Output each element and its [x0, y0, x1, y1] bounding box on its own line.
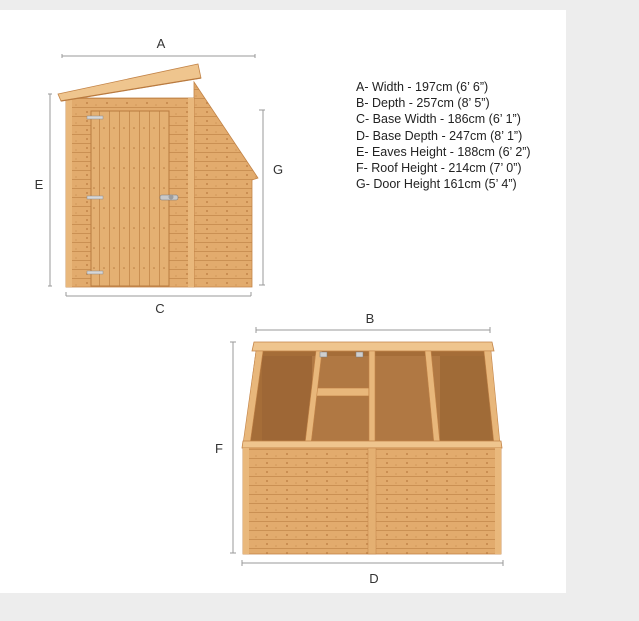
door-lock-icon — [169, 195, 174, 200]
dimension-line-d — [242, 560, 503, 566]
lower-ledge — [242, 441, 502, 448]
dimension-line-f — [230, 342, 236, 553]
dimension-label-c: C — [155, 301, 165, 316]
legend-item: G- Door Height 161cm (5’ 4”) — [356, 177, 517, 192]
dimension-label-e: E — [34, 177, 44, 192]
legend-item: A- Width - 197cm (6’ 6”) — [356, 80, 489, 94]
dimension-label-d: D — [369, 571, 379, 586]
dimension-line-e — [48, 94, 52, 286]
base-post-right — [495, 448, 501, 554]
legend-item: F- Roof Height - 214cm (7’ 0”) — [356, 161, 522, 176]
shed-side-view — [58, 64, 258, 287]
legend-item: D- Base Depth - 247cm (8’ 1”) — [356, 128, 523, 143]
internal-shelf — [314, 388, 369, 396]
legend-item: C- Base Width - 186cm (6’ 1”) — [356, 112, 521, 127]
dimension-line-b — [256, 327, 490, 333]
dimension-line-g — [259, 110, 265, 285]
frame-bar-center — [369, 351, 375, 444]
base-post-center — [368, 448, 376, 554]
legend-item: B- Depth - 257cm (8’ 5”) — [356, 96, 490, 111]
corner-trim-left — [66, 98, 72, 287]
dimension-label-b: B — [365, 311, 375, 326]
lid-hinge-right-icon — [356, 352, 363, 357]
side-slanted-panel — [194, 82, 258, 287]
dimension-label-f: F — [215, 441, 223, 456]
base-post-left — [243, 448, 249, 554]
dimension-label-a: A — [156, 36, 166, 51]
lid-hinge-left-icon — [320, 352, 327, 357]
hinge-middle-icon — [87, 196, 103, 199]
dimension-line-a — [62, 54, 255, 58]
legend-item: E- Eaves Height - 188cm (6’ 2”) — [356, 144, 531, 159]
shed-front-view — [242, 342, 502, 554]
dimension-line-c — [66, 292, 251, 296]
hinge-bottom-icon — [87, 271, 103, 274]
dimension-label-g: G — [272, 162, 284, 177]
dimensions-legend — [356, 79, 531, 192]
hinge-top-icon — [87, 116, 103, 119]
corner-trim-right — [188, 98, 194, 287]
front-roof-rail — [252, 342, 494, 351]
roof-board — [58, 64, 201, 101]
